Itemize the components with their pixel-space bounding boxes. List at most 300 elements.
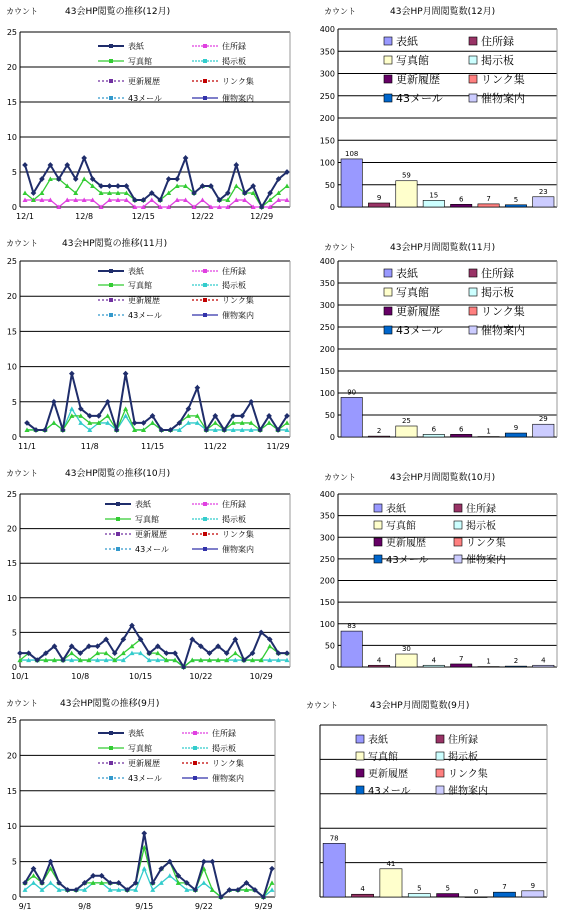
legend-swatch — [436, 752, 444, 760]
x-tick-label: 11/22 — [203, 442, 227, 451]
y-tick-label: 100 — [319, 619, 335, 629]
x-tick-label: 11/8 — [80, 442, 99, 451]
legend-marker — [109, 761, 113, 765]
legend-label: 掲示板 — [481, 286, 514, 299]
bar-value-label: 6 — [458, 425, 464, 434]
legend-label: 催物案内 — [466, 555, 506, 566]
legend-swatch — [384, 269, 392, 277]
data-point — [201, 880, 206, 885]
legend-marker — [109, 79, 113, 83]
y-tick-label: 400 — [319, 257, 335, 266]
legend-marker — [203, 313, 207, 317]
y-axis-label: カウント — [324, 7, 356, 16]
data-point — [17, 650, 23, 656]
y-tick-label: 350 — [319, 47, 335, 57]
y-tick-label: 10 — [6, 133, 17, 142]
data-point — [123, 406, 128, 411]
data-point — [51, 420, 56, 425]
y-tick-label: 10 — [6, 593, 17, 603]
chart-title: 43会HP閲覧の推移(10月) — [65, 469, 171, 479]
bar-value-label: 2 — [376, 427, 382, 436]
legend-label: 表紙 — [368, 735, 388, 746]
y-tick-label: 150 — [319, 136, 335, 146]
legend-label: 掲示板 — [222, 515, 246, 524]
legend-label: 掲示板 — [466, 521, 496, 532]
legend-label: 掲示板 — [212, 744, 236, 753]
y-tick-label: 20 — [6, 292, 17, 302]
bar-value-label: 78 — [329, 834, 339, 843]
legend-marker — [109, 269, 113, 273]
legend-label: 更新履歴 — [396, 73, 440, 86]
legend-label: 43メール — [386, 555, 429, 566]
y-tick-label: 20 — [6, 63, 17, 72]
legend-label: 43メール — [368, 786, 411, 797]
legend — [374, 502, 506, 566]
bar-催物案内 — [533, 665, 554, 667]
x-tick-label: 11/15 — [140, 442, 165, 451]
y-tick-label: 25 — [6, 490, 17, 499]
x-tick-label: 9/29 — [254, 902, 273, 911]
bar-value-label: 23 — [538, 187, 548, 196]
legend-label: 表紙 — [386, 504, 406, 515]
chart-title: 43会HP月間閲覧数(10月) — [390, 473, 496, 483]
legend-marker — [203, 269, 207, 273]
y-tick-label: 20 — [6, 751, 17, 761]
x-tick-label: 10/22 — [189, 672, 213, 681]
data-point — [183, 155, 189, 161]
data-point — [234, 184, 239, 189]
data-point — [69, 406, 74, 411]
y-axis-label: カウント — [324, 243, 356, 252]
bar-リンク集 — [478, 667, 499, 668]
bar-value-label: 90 — [347, 388, 357, 397]
bar-住所録 — [368, 203, 389, 207]
bar-43メール — [505, 433, 526, 437]
legend — [384, 34, 525, 105]
bar-value-label: 2 — [513, 657, 519, 666]
x-tick-label: 10/1 — [11, 672, 29, 681]
legend-marker — [109, 731, 113, 735]
bar-value-label: 29 — [538, 415, 548, 424]
chart-7 — [6, 697, 275, 911]
legend-swatch — [384, 307, 392, 315]
legend-marker — [193, 746, 197, 750]
legend-swatch — [454, 555, 462, 563]
legend-swatch — [469, 75, 477, 83]
legend-marker — [109, 746, 113, 750]
legend-label: 催物案内 — [481, 92, 525, 105]
legend-marker — [109, 96, 113, 100]
data-point — [31, 880, 36, 885]
data-point — [123, 371, 129, 377]
y-tick-label: 5 — [11, 857, 17, 867]
data-point — [270, 880, 275, 885]
y-tick-label: 250 — [319, 554, 335, 564]
legend-marker — [203, 547, 207, 551]
y-tick-label: 300 — [319, 301, 335, 310]
bar-value-label: 4 — [360, 885, 365, 894]
legend-label: 43メール — [128, 774, 163, 783]
legend-label: 住所録 — [222, 267, 246, 276]
bar-value-label: 108 — [345, 149, 359, 158]
legend-label: リンク集 — [222, 530, 254, 539]
legend-marker — [109, 44, 113, 48]
legend-marker — [109, 59, 113, 63]
legend-label: 更新履歴 — [128, 77, 160, 86]
x-tick-label: 9/8 — [78, 902, 92, 911]
legend-marker — [109, 313, 113, 317]
data-point — [174, 176, 180, 182]
data-point — [69, 651, 74, 656]
y-tick-label: 0 — [11, 893, 17, 902]
bar-写真館 — [380, 869, 402, 897]
data-point — [48, 859, 54, 865]
legend-label: 43メール — [128, 94, 163, 103]
legend-label: 掲示板 — [222, 281, 246, 290]
legend-marker — [116, 517, 120, 521]
legend-label: 更新履歴 — [368, 769, 408, 780]
y-tick-label: 350 — [319, 511, 335, 521]
chart-5 — [6, 467, 290, 681]
legend-marker — [203, 532, 207, 536]
y-tick-label: 50 — [324, 641, 335, 651]
bar-表紙 — [341, 397, 362, 437]
y-tick-label: 5 — [11, 628, 17, 638]
data-point — [233, 162, 239, 168]
data-point — [233, 651, 238, 656]
chart-title: 43会HP閲覧の推移(12月) — [65, 7, 171, 17]
data-point — [285, 184, 290, 189]
legend-swatch — [436, 786, 444, 794]
legend-label: 掲示板 — [222, 57, 246, 66]
legend — [384, 266, 525, 337]
data-point — [210, 859, 216, 865]
legend-label: 43メール — [135, 545, 170, 554]
legend-swatch — [469, 37, 477, 45]
bar-value-label: 5 — [445, 884, 450, 893]
y-tick-label: 200 — [319, 576, 335, 586]
y-tick-label: 0 — [11, 433, 17, 442]
y-tick-label: 50 — [324, 411, 335, 420]
bar-value-label: 4 — [541, 656, 546, 665]
legend-marker — [193, 731, 197, 735]
legend-label: リンク集 — [222, 296, 254, 305]
data-point — [107, 183, 113, 189]
series-line-写真館 — [20, 639, 287, 667]
y-tick-label: 25 — [6, 28, 17, 37]
legend-label: 住所録 — [466, 504, 496, 515]
series-line-表紙 — [20, 625, 287, 667]
y-tick-label: 300 — [319, 533, 335, 543]
y-tick-label: 0 — [11, 663, 17, 672]
data-point — [105, 413, 110, 418]
legend — [356, 733, 488, 797]
x-tick-label: 12/22 — [190, 212, 215, 221]
x-tick-label: 11/1 — [18, 442, 36, 451]
legend-label: 表紙 — [135, 500, 151, 509]
legend-label: 写真館 — [128, 57, 152, 66]
y-axis-label: カウント — [6, 699, 38, 708]
data-point — [270, 887, 275, 892]
data-point — [142, 866, 147, 871]
y-tick-label: 100 — [319, 158, 335, 168]
bar-住所録 — [368, 665, 389, 667]
legend-marker — [203, 298, 207, 302]
legend-swatch — [374, 555, 382, 563]
bar-value-label: 5 — [513, 195, 519, 204]
chart-4 — [320, 241, 557, 442]
x-tick-label: 12/8 — [75, 212, 94, 221]
bar-value-label: 9 — [530, 881, 536, 890]
data-point — [166, 176, 172, 182]
bar-写真館 — [396, 426, 417, 437]
bar-掲示板 — [423, 200, 444, 207]
bar-value-label: 6 — [431, 425, 437, 434]
bar-更新履歴 — [451, 664, 472, 667]
bar-催物案内 — [533, 424, 554, 437]
legend-label: 催物案内 — [222, 545, 254, 554]
series-line-住所録 — [25, 200, 287, 207]
legend-label: 写真館 — [128, 281, 152, 290]
legend-label: 43メール — [128, 311, 163, 320]
legend-marker — [109, 298, 113, 302]
bar-value-label: 5 — [417, 884, 422, 893]
data-point — [285, 420, 290, 425]
bar-value-label: 25 — [401, 417, 411, 425]
bar-value-label: 1 — [486, 657, 491, 666]
legend-marker — [116, 502, 120, 506]
bar-value-label: 30 — [401, 645, 411, 654]
bar-表紙 — [341, 631, 362, 667]
legend-swatch — [469, 307, 477, 315]
chart-6 — [320, 471, 557, 672]
y-tick-label: 10 — [6, 362, 17, 372]
bar-43メール — [493, 892, 515, 897]
y-tick-label: 0 — [11, 203, 17, 212]
data-point — [149, 198, 154, 203]
bar-value-label: 7 — [502, 883, 507, 892]
bar-value-label: 59 — [401, 171, 411, 180]
legend-label: リンク集 — [212, 759, 244, 768]
legend-label: 住所録 — [481, 35, 514, 48]
legend-swatch — [469, 94, 477, 102]
bar-更新履歴 — [451, 434, 472, 437]
data-point — [48, 880, 53, 885]
legend-label: 表紙 — [128, 267, 144, 276]
legend-label: 住所録 — [448, 735, 478, 746]
data-point — [115, 183, 121, 189]
bar-value-label: 83 — [347, 622, 357, 631]
legend-label: 催物案内 — [222, 94, 254, 103]
bar-催物案内 — [522, 891, 544, 897]
legend-swatch — [374, 504, 382, 512]
legend-swatch — [384, 37, 392, 45]
legend-label: 住所録 — [212, 729, 236, 738]
bar-写真館 — [396, 654, 417, 667]
y-tick-label: 5 — [11, 168, 17, 177]
data-point — [22, 162, 28, 168]
y-tick-label: 350 — [319, 279, 335, 288]
chart-title: 43会HP閲覧の推移(9月) — [60, 699, 160, 709]
legend-marker — [203, 44, 207, 48]
legend-marker — [203, 502, 207, 506]
legend-label: 催物案内 — [212, 774, 244, 783]
legend-marker — [203, 59, 207, 63]
legend-label: リンク集 — [222, 77, 254, 86]
chart-1 — [6, 5, 290, 221]
legend-marker — [116, 547, 120, 551]
y-tick-label: 150 — [319, 598, 335, 608]
legend-marker — [193, 776, 197, 780]
legend-marker — [116, 532, 120, 536]
data-point — [150, 420, 155, 425]
x-tick-label: 9/1 — [18, 902, 32, 911]
chart-title: 43会HP月間閲覧数(11月) — [390, 243, 496, 253]
legend-marker — [203, 96, 207, 100]
chart-8 — [306, 699, 547, 898]
legend — [98, 41, 254, 103]
legend-label: 更新履歴 — [128, 296, 160, 305]
bar-value-label: 41 — [386, 859, 396, 868]
y-axis-label: カウント — [324, 473, 356, 482]
legend-label: 催物案内 — [481, 324, 525, 337]
bar-表紙 — [323, 843, 345, 897]
legend-label: 住所録 — [481, 267, 514, 280]
y-tick-label: 0 — [329, 203, 335, 212]
bar-住所録 — [368, 436, 389, 437]
bar-43メール — [505, 666, 526, 667]
y-tick-label: 50 — [324, 180, 335, 190]
data-point — [167, 873, 172, 878]
legend-swatch — [436, 769, 444, 777]
y-tick-label: 25 — [6, 257, 17, 266]
legend-swatch — [374, 538, 382, 546]
bar-掲示板 — [423, 665, 444, 667]
bar-写真館 — [396, 181, 417, 207]
legend-label: 43メール — [396, 324, 443, 337]
y-tick-label: 15 — [6, 98, 17, 107]
bar-value-label: 6 — [458, 195, 464, 204]
chart-3 — [6, 237, 290, 451]
x-tick-label: 10/8 — [71, 672, 90, 681]
y-tick-label: 20 — [6, 524, 17, 534]
y-tick-label: 15 — [6, 559, 17, 569]
y-tick-label: 25 — [6, 716, 17, 725]
legend-marker — [203, 517, 207, 521]
chart-title: 43会HP月間閲覧数(9月) — [370, 701, 470, 711]
y-tick-label: 300 — [319, 69, 335, 79]
bar-value-label: 4 — [431, 656, 437, 665]
legend-swatch — [384, 326, 392, 334]
series-line-表紙 — [25, 158, 287, 207]
legend-swatch — [454, 538, 462, 546]
legend-label: 更新履歴 — [396, 305, 440, 318]
legend-label: 住所録 — [222, 42, 246, 51]
y-tick-label: 200 — [319, 114, 335, 123]
legend-swatch — [384, 288, 392, 296]
chart-title: 43会HP月間閲覧数(12月) — [390, 7, 496, 17]
y-tick-label: 0 — [329, 663, 335, 672]
legend-label: リンク集 — [481, 73, 525, 86]
legend-marker — [109, 776, 113, 780]
bar-催物案内 — [533, 197, 554, 207]
bar-value-label: 7 — [486, 194, 491, 203]
legend-label: 写真館 — [128, 744, 152, 753]
legend-label: 住所録 — [222, 500, 246, 509]
y-axis-label: カウント — [6, 239, 38, 248]
bar-更新履歴 — [451, 204, 472, 207]
bar-value-label: 1 — [486, 427, 491, 436]
legend-swatch — [356, 735, 364, 743]
x-tick-label: 10/15 — [129, 672, 153, 681]
bar-表紙 — [341, 159, 362, 207]
bar-リンク集 — [465, 897, 487, 898]
bar-掲示板 — [423, 434, 444, 437]
data-point — [31, 873, 36, 878]
legend-label: 写真館 — [396, 286, 429, 299]
legend-label: 表紙 — [396, 267, 418, 280]
legend-label: 更新履歴 — [386, 538, 426, 549]
y-tick-label: 150 — [319, 367, 335, 376]
legend-swatch — [356, 769, 364, 777]
series-line-掲示板 — [25, 869, 272, 897]
data-point — [69, 371, 75, 377]
y-tick-label: 400 — [319, 490, 335, 499]
legend-marker — [203, 283, 207, 287]
legend-label: 表紙 — [128, 729, 144, 738]
legend-label: リンク集 — [481, 305, 525, 318]
legend-swatch — [356, 752, 364, 760]
y-tick-label: 5 — [11, 397, 17, 407]
legend-label: 表紙 — [128, 42, 144, 51]
bar-43メール — [505, 205, 526, 207]
legend-label: 表紙 — [396, 35, 418, 48]
legend-label: 更新履歴 — [128, 759, 160, 768]
data-point — [51, 399, 57, 405]
legend — [105, 499, 254, 554]
data-point — [213, 420, 218, 425]
legend-label: リンク集 — [466, 538, 506, 549]
data-point — [267, 420, 272, 425]
y-tick-label: 250 — [319, 91, 335, 101]
y-tick-label: 15 — [6, 327, 17, 337]
legend-label: 催物案内 — [222, 311, 254, 320]
legend-swatch — [356, 786, 364, 794]
legend-swatch — [374, 521, 382, 529]
legend-marker — [193, 761, 197, 765]
bar-value-label: 9 — [376, 193, 382, 202]
y-tick-label: 10 — [6, 822, 17, 832]
bar-リンク集 — [478, 437, 499, 438]
legend — [98, 266, 254, 320]
legend-label: リンク集 — [448, 769, 488, 780]
bar-住所録 — [351, 894, 373, 897]
bar-value-label: 9 — [513, 424, 519, 433]
legend-swatch — [469, 269, 477, 277]
data-point — [195, 385, 201, 391]
chart-title: 43会HP閲覧の推移(11月) — [62, 239, 168, 249]
legend-swatch — [436, 735, 444, 743]
bar-掲示板 — [408, 894, 430, 897]
y-tick-label: 400 — [319, 25, 335, 34]
legend-swatch — [384, 94, 392, 102]
y-axis-label: カウント — [306, 701, 338, 710]
bar-value-label: 4 — [376, 656, 382, 665]
y-axis-label: カウント — [6, 469, 38, 478]
x-tick-label: 9/22 — [194, 902, 213, 911]
legend-swatch — [469, 288, 477, 296]
bar-リンク集 — [478, 204, 499, 207]
